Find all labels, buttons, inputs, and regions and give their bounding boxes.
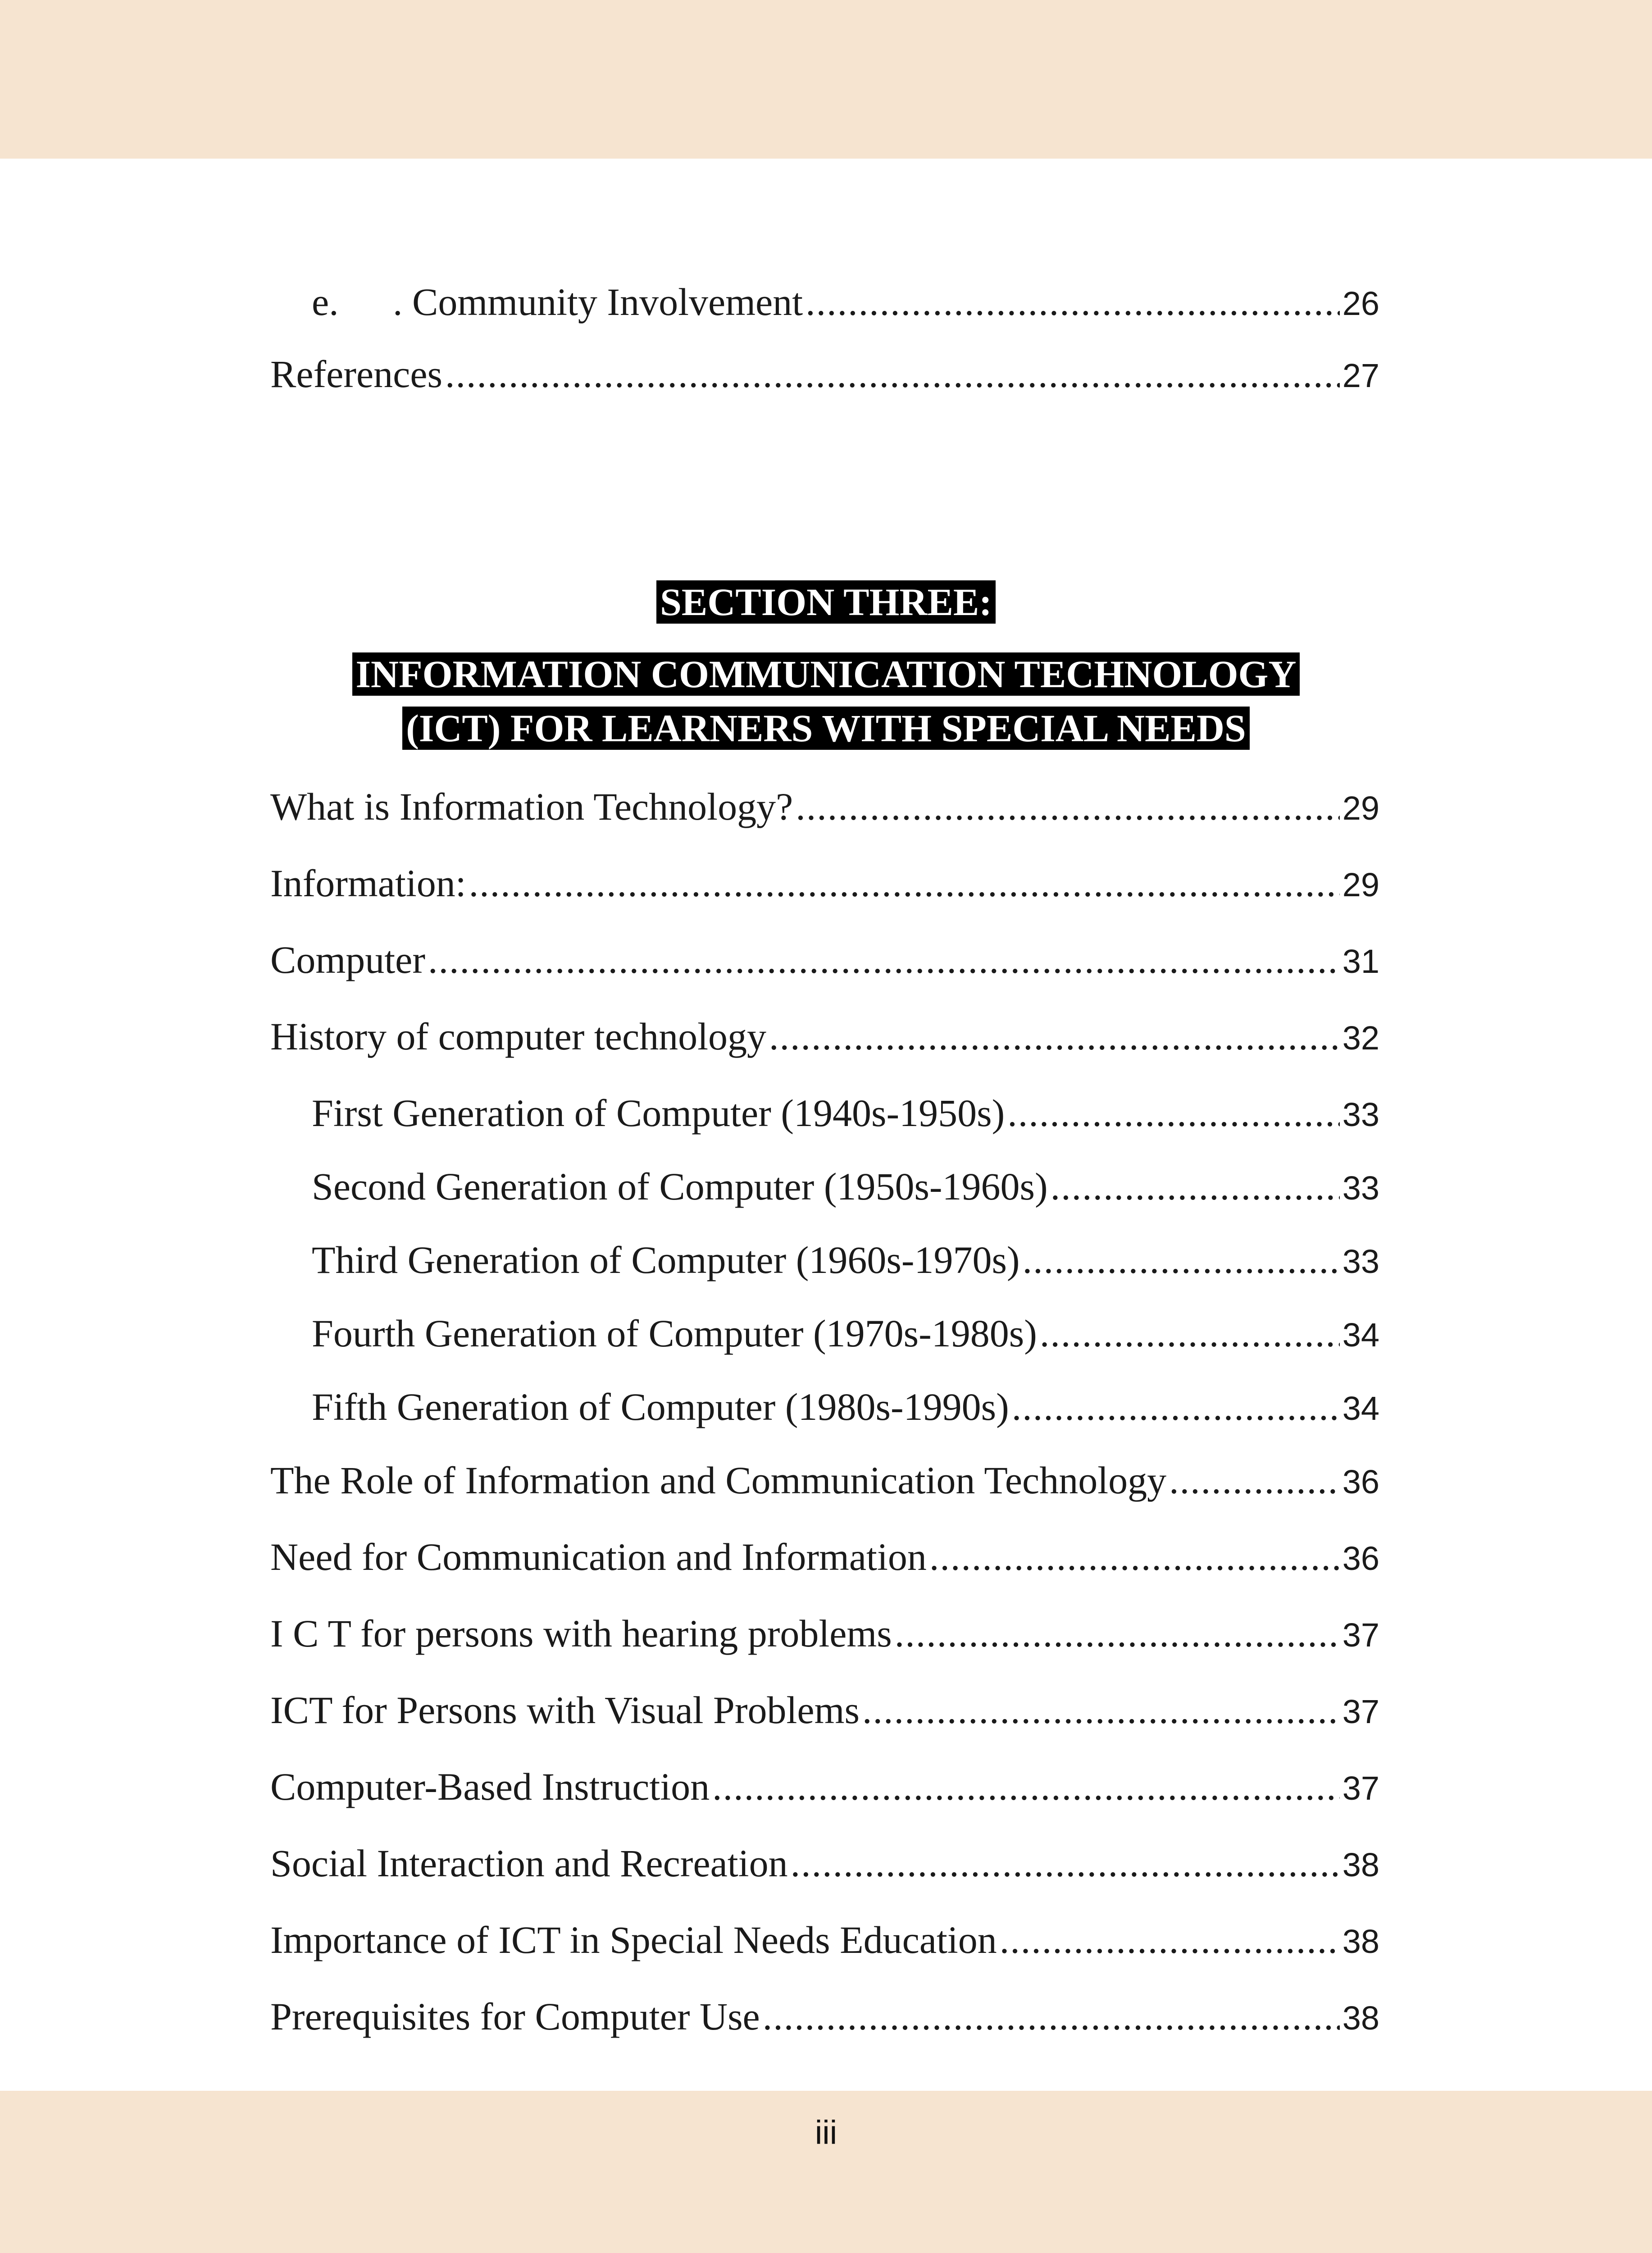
toc-entry-title: Importance of ICT in Special Needs Education bbox=[270, 1918, 997, 1961]
dot-leader bbox=[763, 1989, 1340, 2043]
toc-entry-marker: e. bbox=[312, 280, 339, 324]
toc-entry-title: What is Information Technology? bbox=[270, 785, 793, 828]
dot-leader bbox=[1007, 1086, 1339, 1140]
toc-entry-page: 33 bbox=[1342, 1096, 1379, 1133]
toc-entry-title: Prerequisites for Computer Use bbox=[270, 1995, 760, 2038]
dot-leader bbox=[1169, 1453, 1340, 1507]
section-label bbox=[0, 577, 1652, 627]
toc-entry-title: First Generation of Computer (1940s-1950s) bbox=[312, 1091, 1005, 1135]
toc-entry-page: 34 bbox=[1342, 1390, 1379, 1427]
toc-entry-title: References bbox=[270, 352, 442, 396]
dot-leader bbox=[791, 1836, 1340, 1890]
toc-entry[interactable] bbox=[270, 1683, 1379, 1739]
toc-entry[interactable] bbox=[270, 1530, 1379, 1586]
toc-entry-page: 36 bbox=[1342, 1540, 1379, 1577]
toc-entry-title: Computer bbox=[270, 938, 425, 981]
dot-leader bbox=[1012, 1380, 1340, 1434]
toc-entry-page: 37 bbox=[1342, 1693, 1379, 1730]
toc-entry[interactable] bbox=[270, 1989, 1379, 2045]
dot-leader bbox=[806, 275, 1340, 329]
dot-leader bbox=[1000, 1913, 1340, 1967]
section-title-line-1 bbox=[0, 649, 1652, 699]
section-title-line-2 bbox=[0, 703, 1652, 753]
toc-entry-title: Third Generation of Computer (1960s-1970s) bbox=[312, 1238, 1020, 1282]
dot-leader bbox=[445, 347, 1340, 401]
toc-subentry[interactable] bbox=[312, 1233, 1379, 1289]
toc-entry-page: 33 bbox=[1342, 1169, 1379, 1207]
toc-entry-page: 31 bbox=[1342, 943, 1379, 980]
toc-entry-community-involvement[interactable] bbox=[312, 275, 1379, 331]
toc-entry-title: I C T for persons with hearing problems bbox=[270, 1612, 892, 1655]
toc-entry[interactable] bbox=[270, 1836, 1379, 1892]
dot-leader bbox=[1040, 1306, 1340, 1360]
toc-entry-title: Second Generation of Computer (1950s-1960s) bbox=[312, 1165, 1048, 1208]
toc-entry-title: History of computer technology bbox=[270, 1015, 767, 1058]
toc-entry-title: Fourth Generation of Computer (1970s-1980s) bbox=[312, 1312, 1037, 1355]
dot-leader bbox=[862, 1683, 1340, 1737]
toc-entry[interactable] bbox=[270, 1913, 1379, 1969]
toc-entry[interactable] bbox=[270, 1453, 1379, 1509]
page-number: iii bbox=[815, 2114, 837, 2151]
toc-entry-references[interactable] bbox=[270, 347, 1379, 403]
dot-leader bbox=[1051, 1159, 1340, 1213]
dot-leader bbox=[1023, 1233, 1340, 1287]
toc-entry-text: . Community Involvement bbox=[393, 280, 803, 324]
section-title-text: INFORMATION COMMUNICATION TECHNOLOGY bbox=[352, 652, 1300, 696]
toc-subentry[interactable] bbox=[312, 1086, 1379, 1142]
toc-entry-title: Information: bbox=[270, 862, 466, 905]
toc-entry-page: 33 bbox=[1342, 1243, 1379, 1280]
toc-entry-page: 38 bbox=[1342, 1999, 1379, 2037]
dot-leader bbox=[929, 1530, 1340, 1584]
dot-leader bbox=[769, 1009, 1340, 1063]
toc-entry-page: 29 bbox=[1342, 866, 1379, 903]
toc-entry-page: 37 bbox=[1342, 1616, 1379, 1654]
toc-entry[interactable] bbox=[270, 1009, 1379, 1065]
toc-entry-page: 34 bbox=[1342, 1316, 1379, 1354]
toc-entry-page: 37 bbox=[1342, 1770, 1379, 1807]
toc-entry-page: 38 bbox=[1342, 1846, 1379, 1884]
toc-entry-page: 29 bbox=[1342, 789, 1379, 827]
toc-entry-title: The Role of Information and Communication Technology bbox=[270, 1459, 1167, 1502]
toc-entry-title: Social Interaction and Recreation bbox=[270, 1842, 788, 1885]
toc-entry-page: 26 bbox=[1342, 285, 1379, 322]
toc-entry-page: 38 bbox=[1342, 1923, 1379, 1960]
toc-subentry[interactable] bbox=[312, 1306, 1379, 1362]
toc-entry[interactable] bbox=[270, 780, 1379, 835]
dot-leader bbox=[712, 1760, 1340, 1814]
section-label-text: SECTION THREE: bbox=[656, 580, 996, 624]
toc-entry[interactable] bbox=[270, 1606, 1379, 1662]
toc-entry-page: 32 bbox=[1342, 1019, 1379, 1057]
toc-entry[interactable] bbox=[270, 1760, 1379, 1815]
toc-entry[interactable] bbox=[270, 856, 1379, 912]
dot-leader bbox=[428, 933, 1340, 987]
toc-entry-page: 27 bbox=[1342, 357, 1379, 394]
toc-entry-title: ICT for Persons with Visual Problems bbox=[270, 1688, 860, 1732]
dot-leader bbox=[895, 1606, 1340, 1660]
toc-subentry[interactable] bbox=[312, 1380, 1379, 1436]
toc-entry-title: Need for Communication and Information bbox=[270, 1535, 927, 1578]
toc-entry-title bbox=[312, 275, 803, 329]
dot-leader bbox=[796, 780, 1339, 834]
toc-entry[interactable] bbox=[270, 933, 1379, 989]
section-title-text: (ICT) FOR LEARNERS WITH SPECIAL NEEDS bbox=[402, 707, 1250, 750]
dot-leader bbox=[469, 856, 1340, 910]
toc-subentry[interactable] bbox=[312, 1159, 1379, 1215]
toc-entry-title: Computer-Based Instruction bbox=[270, 1765, 710, 1808]
toc-entry-page: 36 bbox=[1342, 1463, 1379, 1500]
toc-entry-title: Fifth Generation of Computer (1980s-1990s) bbox=[312, 1385, 1009, 1428]
